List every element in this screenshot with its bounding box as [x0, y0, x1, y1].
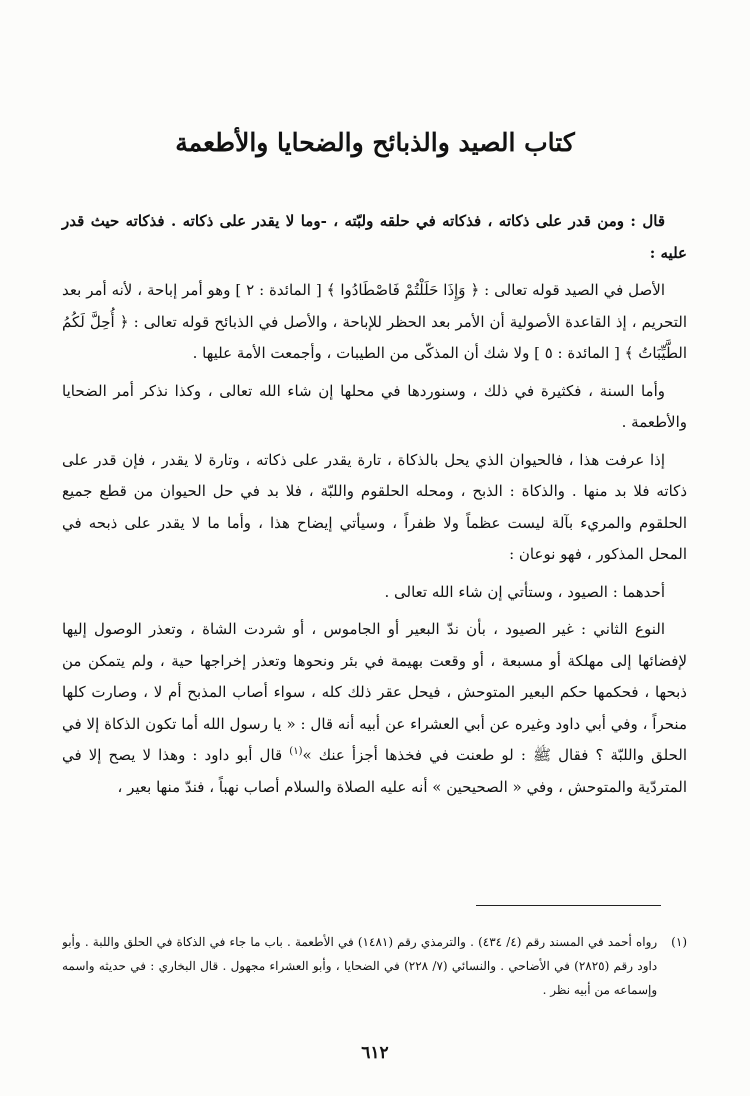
chapter-title: كتاب الصيد والذبائح والضحايا والأطعمة — [175, 128, 575, 157]
second-type-text: النوع الثاني : غير الصيود ، بأن ندّ البعير أو الجاموس ، أو شردت الشاة ، وتعذر الوصول إليها لإفضائها إلى مهلكة أو مسبعة ، أو وقعت بهيمة في بئر ونحوها وتعذر إخراجها حية ، ولم يتمكن من ذبحها ، فحكمها حكم البعير المتوحش ، فيحل عقر ذلك كله ، سواء أصاب المذبح أم لا ، وصارت كلها منحراً ، وفي أبي داود وغيره عن أبي العشراء عن أبيه أنه قال : « يا رسول الله أما تكون الذكاة إلا في الحلق واللبّة ؟ فقال ﷺ : لو طعنت في فخذها أجزأ عنك » — [62, 620, 687, 764]
footnote-divider — [476, 905, 661, 906]
footnote-reference[interactable]: (١) — [289, 746, 303, 757]
paragraph-sunnah: وأما السنة ، فكثيرة في ذلك ، وسنوردها في محلها إن شاء الله تعالى ، وكذا نذكر أمر الضحايا والأطعمة . — [62, 381, 687, 431]
page-number: ٦١٢ — [361, 1043, 389, 1063]
paragraph-principle: الأصل في الصيد قوله تعالى : ﴿ وَإِذَا حَلَلْتُمْ فَاصْطَادُوا ﴾ [ المائدة : ٢ ] وهو أمر إباحة ، لأنه أمر بعد التحريم ، إذ القاعدة الأصولية أن الأمر بعد الحظر للإباحة ، والأصل في الذبائح قوله تعالى : ﴿ أُحِلَّ لَكُمُ الطَّيِّبَاتُ ﴾ [ المائدة : ٥ ] ولا شك أن المذكّى من الطيبات ، وأجمعت الأمة عليها . — [62, 281, 687, 362]
main-text — [62, 206, 687, 809]
second-type-tail: قال أبو داود : وهذا لا يصح إلا في المتردّية والمتوحش ، وفي « الصحيحين » أنه عليه الصلاة والسلام أصاب نهباً ، فندّ منها بعير ، — [62, 746, 687, 796]
paragraph-matn: قال : ومن قدر على ذكاته ، فذكاته في حلقه ولبّته ، -وما لا يقدر على ذكاته . فذكاته حيث قدر عليه : — [62, 212, 687, 262]
footnote — [62, 930, 687, 1002]
paragraph-second-type — [62, 614, 687, 803]
footnote-text: رواه أحمد في المسند رقم (٤/ ٤٣٤) . والترمذي رقم (١٤٨١) في الأطعمة . باب ما جاء في الذكاة في الحلق واللبة . وأبو داود رقم (٢٨٢٥) في الأضاحي . والنسائي (٧/ ٢٢٨) في الضحايا ، وأبو العشراء مجهول . قال البخاري : في حديثه واسمه وإسماعه من أبيه نظر . — [62, 935, 658, 997]
paragraph-types: إذا عرفت هذا ، فالحيوان الذي يحل بالذكاة ، تارة يقدر على ذكاته ، وتارة لا يقدر ، فإن قدر على ذكاته فلا بد منها . والذكاة : الذبح ، ومحله الحلقوم واللبّة ، فلا بد في حل الحيوان من قطع جميع الحلقوم والمريء بآلة ليست عظماً ولا ظفراً ، وسيأتي إيضاح هذا ، وأما ما لا يقدر على ذبحه في المحل المذكور ، فهو نوعان : — [62, 450, 687, 563]
paragraph-first-type: أحدهما : الصيود ، وستأتي إن شاء الله تعالى . — [384, 582, 665, 601]
footnote-number: (١) — [671, 935, 687, 949]
